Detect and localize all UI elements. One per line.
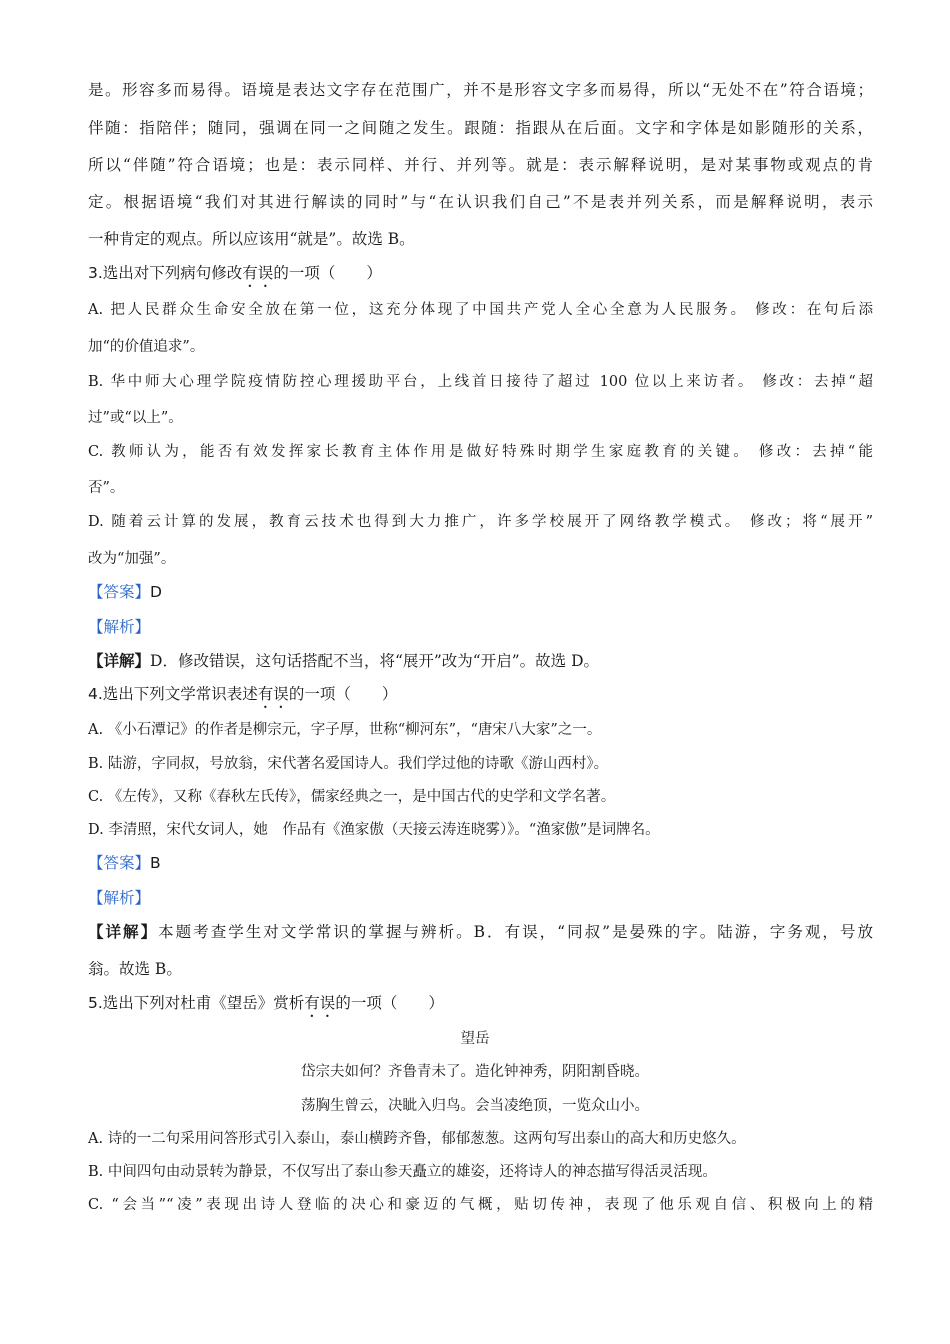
poem-line: 岱宗夫如何？齐鲁青未了。造化钟神秀，阴阳割昏晓。 (301, 1064, 649, 1080)
question-4-detail (88, 922, 873, 942)
q2-explanation-line: 一种肯定的观点。所以应该用“就是”。故选 B。 (88, 230, 415, 248)
question-3-analysis-tag: 【解析】 (88, 618, 151, 636)
answer-tag: 【答案】 (88, 583, 151, 601)
stem-text: 的一项（ ） (273, 264, 382, 282)
answer-value: D (150, 583, 162, 601)
q2-explanation-line: 所以“伴随”符合语境；也是：表示同样、并行、并列等。就是：表示解释说明，是对某事物或观点的肯 (88, 156, 873, 174)
q2-explanation-line: 伴随：指陪伴；随同，强调在同一之间随之发生。跟随：指跟从在后面。文字和字体是如影随形的关系， (88, 119, 873, 137)
emphasis-text: 有误 (257, 685, 289, 703)
question-4-option-d: D. 李清照，宋代女词人，她 作品有《渔家傲（天接云涛连晓雾）》。“渔家傲”是词牌名。 (88, 822, 660, 838)
emphasis-text: 有误 (242, 264, 274, 282)
answer-value: B (150, 854, 161, 872)
poem-line: 荡胸生曾云，决眦入归鸟。会当凌绝顶，一览众山小。 (301, 1098, 649, 1114)
stem-text: 的一项（ ） (288, 685, 398, 703)
question-3-stem (88, 263, 382, 291)
question-3-answer (88, 582, 162, 602)
detail-text: D．修改错误，这句话搭配不当，将“展开”改为“开启”。故选 D。 (150, 652, 599, 670)
question-4-option-b: B. 陆游，字同叔，号放翁，宋代著名爱国诗人。我们学过他的诗歌《游山西村》。 (88, 756, 609, 772)
question-5-option-b: B. 中间四句由动景转为静景，不仅写出了泰山参天矗立的雄姿，还将诗人的神态描写得活灵活现。 (88, 1164, 717, 1180)
q2-explanation-line: 定。根据语境“我们对其进行解读的同时”与“在认识我们自己”不是表并列关系，而是解释说明，表示 (88, 193, 873, 211)
question-3-option-b-cont: 过”或“以上”。 (88, 410, 183, 426)
question-3-option-a: A. 把人民群众生命安全放在第一位，这充分体现了中国共产党人全心全意为人民服务。 修改：在句后添 (88, 302, 873, 318)
question-4-option-c: C. 《左传》，又称《春秋左氏传》，儒家经典之一，是中国古代的史学和文学名著。 (88, 789, 616, 805)
stem-text: 的一项（ ） (335, 994, 444, 1012)
question-5-stem (88, 993, 444, 1021)
detail-tag: 【详解】 (88, 651, 151, 670)
question-3-option-b: B. 华中师大心理学院疫情防控心理援助平台，上线首日接待了超过 100 位以上来访者。 修改：去掉“超 (88, 374, 873, 390)
detail-text: 本题考查学生对文学常识的掌握与辨析。B．有误，“同叔”是晏殊的字。陆游，字务观，号放 (158, 923, 873, 941)
poem-title: 望岳 (460, 1031, 490, 1047)
question-3-option-a-cont: 加“的价值追求”。 (88, 339, 205, 355)
question-5-option-c: C. “会当”“凌”表现出诗人登临的决心和豪迈的气概，贴切传神，表现了他乐观自信、积极向上的精 (88, 1197, 873, 1213)
question-4-detail-cont: 翁。故选 B。 (88, 960, 182, 978)
question-4-option-a: A. 《小石潭记》的作者是柳宗元，字子厚，世称“柳河东”，“唐宋八大家”之一。 (88, 722, 602, 738)
question-4-stem (88, 684, 397, 712)
question-3-option-d-cont: 改为“加强”。 (88, 551, 176, 567)
answer-tag: 【答案】 (88, 854, 151, 872)
question-4-analysis-tag: 【解析】 (88, 889, 151, 907)
question-3-option-d: D. 随着云计算的发展，教育云技术也得到大力推广，许多学校展开了网络教学模式。 修改；将“展开” (88, 514, 873, 530)
question-3-option-c: C. 教师认为，能否有效发挥家长教育主体作用是做好特殊时期学生家庭教育的关键。 修改：去掉“能 (88, 444, 873, 460)
emphasis-text: 有误 (304, 994, 336, 1012)
q2-explanation-line: 是。形容多而易得。语境是表达文字存在范围广，并不是形容文字多而易得，所以“无处不在”符合语境； (88, 81, 873, 99)
stem-text: 5.选出下列对杜甫《望岳》赏析 (88, 994, 305, 1012)
question-3-detail (88, 651, 599, 671)
question-5-option-a: A. 诗的一二句采用问答形式引入泰山，泰山横跨齐鲁，郁郁葱葱。这两句写出泰山的高大和历史悠久。 (88, 1131, 746, 1147)
stem-text: 4.选出下列文学常识表述 (88, 685, 258, 703)
stem-text: 3.选出对下列病句修改 (88, 264, 243, 282)
detail-tag: 【详解】 (88, 922, 159, 941)
question-3-option-c-cont: 否”。 (88, 480, 125, 496)
question-4-answer (88, 853, 161, 873)
